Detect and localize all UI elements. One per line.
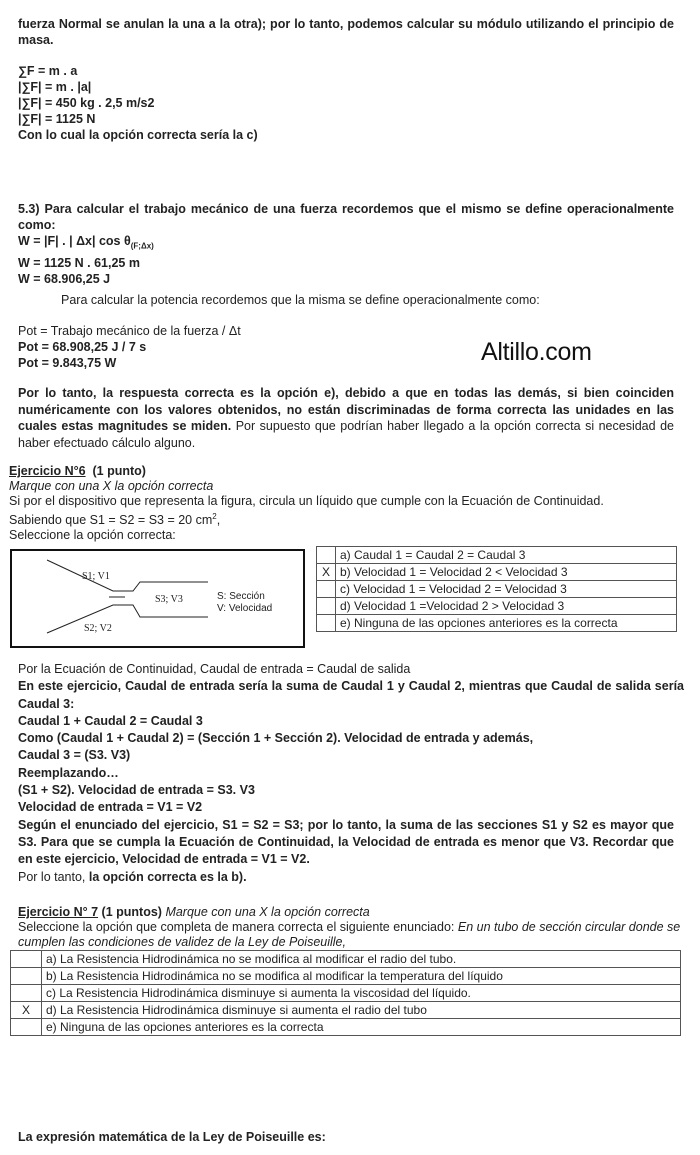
equation-4: |∑F| = 1125 N	[18, 112, 96, 126]
answer-paragraph	[18, 385, 674, 451]
option-d-text: d) La Resistencia Hidrodinámica disminuye si aumenta el radio del tubo	[42, 1002, 681, 1019]
table-row[interactable]	[317, 581, 677, 598]
option-c-mark[interactable]	[11, 985, 42, 1002]
table-row[interactable]	[317, 564, 677, 581]
exercise-7-statement-italic: En un tubo de sección circular donde se cumplen las condiciones de validez de la Ley de Poiseuille,	[18, 920, 681, 949]
work-formula: W = |F| . | Δx| cos θ	[18, 234, 131, 248]
equation-3: |∑F| = 450 kg . 2,5 m/s2	[18, 96, 155, 110]
work-equation-2: W = 1125 N . 61,25 m	[18, 255, 140, 270]
exercise-6-options-table	[316, 546, 677, 632]
power-equation-3: Pot = 9.843,75 W	[18, 356, 117, 370]
option-a-text: a) La Resistencia Hidrodinámica no se modifica al modificar el radio del tubo.	[42, 951, 681, 968]
poiseuille-expression-heading: La expresión matemática de la Ley de Poiseuille es:	[18, 1130, 326, 1144]
watermark-text: Altillo.com	[481, 338, 592, 366]
option-d-mark[interactable]	[317, 598, 336, 615]
option-d-mark[interactable]: X	[11, 1002, 42, 1019]
exercise-7-header	[18, 905, 682, 950]
solution-line-7: (S1 + S2). Velocidad de entrada = S3. V3	[18, 783, 255, 798]
solution-line-2: En este ejercicio, Caudal de entrada sería la suma de Caudal 1 y Caudal 2, mientras que Caudal de salida sería Caudal 3:	[18, 679, 684, 711]
option-c-mark[interactable]	[317, 581, 336, 598]
power-intro: Para calcular la potencia recordemos que la misma se define operacionalmente como:	[61, 293, 540, 307]
table-row[interactable]	[11, 1019, 681, 1036]
option-e-mark[interactable]	[317, 615, 336, 632]
continuity-diagram	[10, 549, 305, 648]
option-e-mark[interactable]	[11, 1019, 42, 1036]
work-formula-subscript: (F;Δx)	[130, 241, 154, 251]
work-equations	[18, 233, 674, 287]
solution-line-10	[18, 869, 684, 886]
solution-conclusion-lead: Por lo tanto,	[18, 869, 89, 884]
option-e-text: e) Ninguna de las opciones anteriores es la correcta	[336, 615, 677, 632]
label-s1v1: S1; V1	[82, 571, 110, 582]
exercise-6-given	[9, 509, 689, 528]
exercise-6-points: (1 punto)	[92, 464, 146, 478]
pipe-lower-edge	[47, 605, 208, 633]
option-b-mark[interactable]	[11, 968, 42, 985]
exercise-7-title: Ejercicio N° 7	[18, 905, 99, 919]
option-b-text: b) Velocidad 1 = Velocidad 2 < Velocidad 3	[336, 564, 677, 581]
answer-bold-text: Por lo tanto, la respuesta correcta es la opción e), debido a que en todas las demás, si bien coinciden numéricamente con los valores obtenidos, no están discriminadas de forma correcta las unidades en las cuales estas magnitudes se miden.	[18, 386, 674, 433]
option-b-text: b) La Resistencia Hidrodinámica no se modifica al modificar la temperatura del líquido	[42, 968, 681, 985]
solution-line-6: Reemplazando…	[18, 765, 119, 780]
exercise-7-instruction: Marque con una X la opción correcta	[165, 905, 370, 919]
exercise-6-title: Ejercicio N°6	[9, 464, 86, 478]
table-row[interactable]	[11, 951, 681, 968]
solution-line-8: Velocidad de entrada = V1 = V2	[18, 800, 203, 815]
solution-line-3: Caudal 1 + Caudal 2 = Caudal 3	[18, 713, 203, 728]
label-s3v3: S3; V3	[155, 594, 183, 605]
equation-1: ∑F = m . a	[18, 64, 78, 78]
solution-line-1: Por la Ecuación de Continuidad, Caudal de entrada = Caudal de salida	[18, 662, 411, 676]
work-equation-3: W = 68.906,25 J	[18, 271, 111, 286]
exercise-7-points: (1 puntos)	[101, 905, 162, 919]
table-row[interactable]	[317, 598, 677, 615]
exercise-6-statement: Si por el dispositivo que representa la figura, circula un líquido que cumple con la Ecuación de Continuidad.	[9, 494, 604, 508]
exercise-7-options-table	[10, 950, 681, 1036]
conclusion-c: Con lo cual la opción correcta sería la c)	[18, 128, 258, 142]
equation-2: |∑F| = m . |a|	[18, 80, 92, 94]
table-row[interactable]	[11, 1002, 681, 1019]
given-superscript: 2	[212, 512, 217, 521]
option-a-mark[interactable]	[317, 547, 336, 564]
option-b-mark[interactable]: X	[317, 564, 336, 581]
power-equation-2: Pot = 68.908,25 J / 7 s	[18, 340, 147, 354]
legend-velocidad: V: Velocidad	[217, 603, 273, 614]
work-intro-text: 5.3) Para calcular el trabajo mecánico de una fuerza recordemos que el mismo se define operacionalmente como:	[18, 202, 674, 232]
work-equation-1	[18, 233, 674, 255]
option-a-text: a) Caudal 1 = Caudal 2 = Caudal 3	[336, 547, 677, 564]
exercise-6-solution	[18, 661, 684, 886]
solution-conclusion: la opción correcta es la b).	[88, 869, 247, 884]
table-row[interactable]	[11, 968, 681, 985]
intro-text: fuerza Normal se anulan la una a la otra); por lo tanto, podemos calcular su módulo utilizando el principio de masa.	[18, 17, 674, 47]
work-intro	[18, 201, 674, 233]
solution-line-9: Según el enunciado del ejercicio, S1 = S2 = S3; por lo tanto, la suma de las secciones S1 y S2 es mayor que S3. Para que se cumpla la Ecuación de Continuidad, la Velocidad de entrada es menor que V3. Recordar que en este ejercicio, Velocidad de entrada = V1 = V2.	[18, 817, 674, 867]
table-row[interactable]	[11, 985, 681, 1002]
option-d-text: d) Velocidad 1 =Velocidad 2 > Velocidad 3	[336, 598, 677, 615]
intro-paragraph	[18, 16, 674, 48]
solution-line-4: Como (Caudal 1 + Caudal 2) = (Sección 1 + Sección 2). Velocidad de entrada y además,	[18, 731, 534, 746]
power-equation-1: Pot = Trabajo mecánico de la fuerza / Δt	[18, 324, 241, 338]
exercise-6-instruction: Marque con una X la opción correcta	[9, 479, 214, 493]
option-e-text: e) Ninguna de las opciones anteriores es la correcta	[42, 1019, 681, 1036]
table-row[interactable]	[317, 615, 677, 632]
legend-seccion: S: Sección	[217, 591, 265, 602]
solution-line-5: Caudal 3 = (S3. V3)	[18, 748, 131, 763]
pipe-junction-drawing	[12, 551, 303, 646]
exercise-6-header	[9, 464, 689, 543]
exercise-6-select: Seleccione la opción correcta:	[9, 528, 176, 543]
force-equations	[18, 63, 674, 143]
given-text: Sabiendo que S1 = S2 = S3 = 20 cm	[9, 513, 213, 528]
option-a-mark[interactable]	[11, 951, 42, 968]
label-s2v2: S2; V2	[84, 623, 112, 634]
given-end: ,	[216, 513, 221, 528]
answer-rest-text: Por supuesto que podrían haber llegado a la opción correcta si necesidad de haber efectuado cálculo alguno.	[18, 419, 674, 450]
pipe-upper-edge	[47, 560, 208, 591]
option-c-text: c) Velocidad 1 = Velocidad 2 = Velocidad 3	[336, 581, 677, 598]
table-row[interactable]	[317, 547, 677, 564]
exercise-7-statement: Seleccione la opción que completa de manera correcta el siguiente enunciado:	[18, 920, 458, 934]
option-c-text: c) La Resistencia Hidrodinámica disminuye si aumenta la viscosidad del líquido.	[42, 985, 681, 1002]
